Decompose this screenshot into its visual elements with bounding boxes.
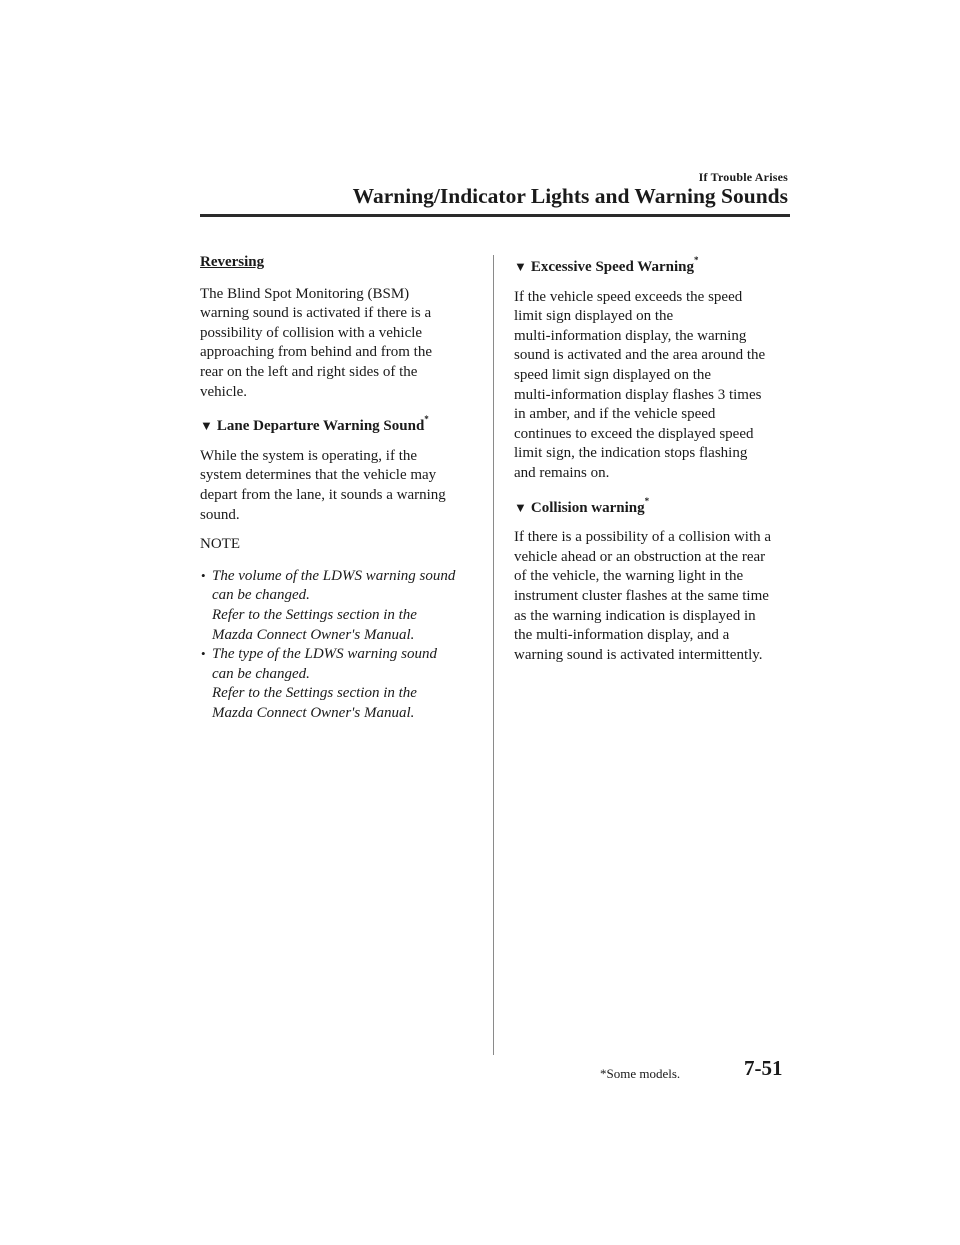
lane-departure-paragraph: While the system is operating, if the system determines that the vehicle may depart from the lane, it sounds a warning sound. [200,447,446,523]
reversing-paragraph: The Blind Spot Monitoring (BSM) warning sound is activated if there is a possibility of collision with a vehicle approaching from behind and from the rear on the left and right sides of the vehicle. [200,285,433,400]
page-number: 7-51 [744,1056,783,1080]
section-label: If Trouble Arises [698,170,788,184]
asterisk-mark: * [693,255,699,265]
triangle-icon: ▼ [200,418,213,434]
note-text: The volume of the LDWS warning sound can be changed. Refer to the Settings section in the Mazda Connect Owner's Manual. [212,567,456,643]
collision-warning-paragraph: If there is a possibility of a collision with a vehicle ahead or an obstruction at the rear of the vehicle, the warning light in the instrument cluster flashes at the same time as the warning indication is displayed in the multi-information display, and a warning sound is activated intermittently. [514,529,772,663]
asterisk-mark: * [644,495,650,506]
right-column [514,253,794,675]
footnote: *Some models. [600,1066,681,1081]
note-item [200,567,478,645]
excessive-speed-paragraph: If the vehicle speed exceeds the speed limit sign displayed on the multi-information display, the warning sound is activated and the area around the speed limit sign displayed on the multi-information display flashes 3 times in amber, and if the vehicle speed continues to exceed the displayed speed limit sign, the indication stops flashing and remains on. [514,288,766,481]
excessive-speed-heading [514,253,794,278]
collision-warning-heading [514,494,794,519]
note-text: The type of the LDWS warning sound can be changed. Refer to the Settings section in the Mazda Connect Owner's Manual. [212,646,437,721]
column-divider [493,255,494,1055]
note-item [200,645,478,723]
lane-departure-heading [200,412,478,437]
bullet-icon: • [201,567,206,583]
triangle-icon: ▼ [514,259,527,274]
title-rule [200,214,790,217]
collision-warning-heading-text: Collision warning [530,499,645,516]
asterisk-mark: * [424,414,429,425]
page-title: Warning/Indicator Lights and Warning Sounds [352,184,788,208]
excessive-speed-heading-text: Excessive Speed Warning [530,259,694,275]
reversing-subheading: Reversing [200,254,265,270]
note-label: NOTE [200,536,240,553]
lane-departure-heading-text: Lane Departure Warning Sound [216,418,425,435]
bullet-icon: • [201,646,206,662]
triangle-icon: ▼ [514,499,527,515]
left-column [200,253,478,723]
note-list [200,567,478,724]
